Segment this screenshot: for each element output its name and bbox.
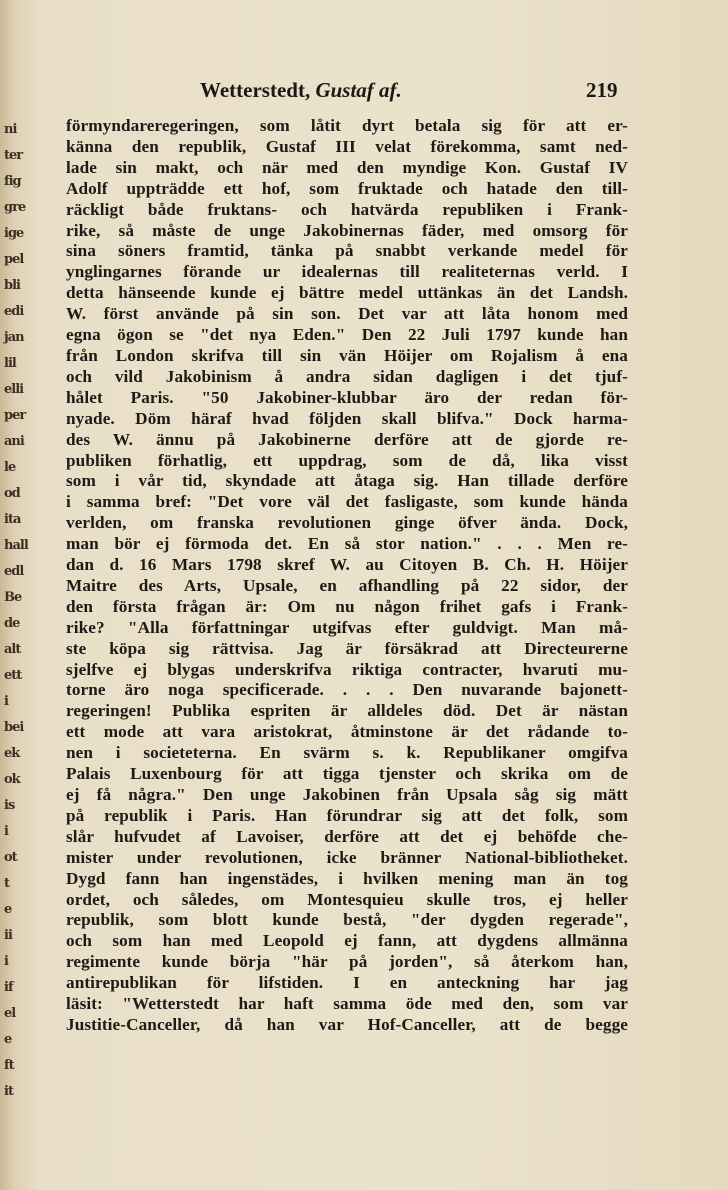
text-line: Justitie-Canceller, då han var Hof-Canceller, att de begge bbox=[66, 1014, 628, 1034]
margin-fragment: lil bbox=[4, 356, 16, 371]
margin-fragment: hall bbox=[4, 538, 28, 553]
adjacent-page-margin bbox=[0, 110, 26, 1110]
text-line: rike, så måste de unge Jakobinernas fäder, med omsorg för bbox=[66, 220, 628, 240]
margin-fragment: alt bbox=[4, 642, 21, 657]
text-line: förmyndareregeringen, som låtit dyrt betala sig för att er- bbox=[66, 116, 628, 135]
text-line: från London skrifva till sin vän Höijer om Rojalism å ena bbox=[66, 345, 628, 365]
text-line: nen i societeterna. En svärm s. k. Republikaner omgifva bbox=[66, 743, 628, 763]
text-line: publiken förhatlig, ett uppdrag, som de då, lika visst bbox=[66, 450, 628, 470]
text-line: Adolf uppträdde ett hof, som fruktade och hatade den till- bbox=[66, 178, 628, 198]
margin-fragment: jan bbox=[4, 330, 24, 345]
margin-fragment: it bbox=[4, 1084, 13, 1099]
margin-fragment: i bbox=[4, 824, 8, 839]
text-line: antirepublikan för lifstiden. I en anteckning har jag bbox=[66, 973, 628, 993]
margin-fragment: elli bbox=[4, 382, 24, 397]
text-line: ett mode att vara aristokrat, åtminstone är det rådande to- bbox=[66, 722, 628, 742]
margin-fragment: ok bbox=[4, 772, 20, 787]
text-line: des W. ännu på Jakobinerne derföre att de gjorde re- bbox=[66, 429, 628, 449]
text-line: känna den republik, Gustaf III velat förekomma, samt ned- bbox=[66, 136, 628, 156]
text-line: verlden, om franska revolutionen ginge öfver ända. Dock, bbox=[66, 513, 628, 533]
text-line: dan d. 16 Mars 1798 skref W. au Citoyen B. Ch. H. Höijer bbox=[66, 555, 628, 575]
margin-fragment: e bbox=[4, 902, 12, 917]
text-line: lade sin makt, och när med den myndige Kon. Gustaf IV bbox=[66, 157, 628, 177]
page-number: 219 bbox=[586, 78, 618, 102]
margin-fragment: ani bbox=[4, 434, 24, 449]
margin-fragment: bei bbox=[4, 720, 24, 735]
margin-fragment: gre bbox=[4, 200, 26, 215]
margin-fragment: edl bbox=[4, 564, 24, 579]
margin-fragment: t bbox=[4, 876, 10, 891]
text-line: regimente kunde börja "här på jorden", så återkom han, bbox=[66, 952, 628, 972]
text-line: W. först använde på sin son. Det var att låta honom med bbox=[66, 304, 628, 324]
margin-fragment: ige bbox=[4, 226, 24, 241]
running-head bbox=[200, 78, 402, 103]
text-line: och som han med Leopold ej fann, att dygdens allmänna bbox=[66, 931, 628, 951]
margin-fragment: ft bbox=[4, 1058, 14, 1073]
margin-fragment: ni bbox=[4, 122, 17, 137]
text-line: som i vår tid, skyndade att åtaga sig. Han tillade derföre bbox=[66, 471, 628, 491]
margin-fragment: fig bbox=[4, 174, 21, 189]
text-line: på republik i Paris. Han förundrar sig att det folk, som bbox=[66, 805, 628, 825]
running-head-given-name: Gustaf af. bbox=[315, 78, 402, 102]
text-line: ordet, och således, om Montesquieu skulle tros, ej heller bbox=[66, 889, 628, 909]
margin-fragment: i bbox=[4, 694, 8, 709]
margin-fragment: per bbox=[4, 408, 26, 423]
margin-fragment: e bbox=[4, 1032, 12, 1047]
margin-fragment: Be bbox=[4, 590, 22, 605]
text-line: mister under revolutionen, icke bränner National-bibliotheket. bbox=[66, 847, 628, 867]
margin-fragment: is bbox=[4, 798, 15, 813]
text-line: Dygd fann han ingenstädes, i hvilken mening man än tog bbox=[66, 868, 628, 888]
margin-fragment: ter bbox=[4, 148, 23, 163]
text-line: Maitre des Arts, Upsale, en afhandling på 22 sidor, der bbox=[66, 575, 628, 595]
text-line: egna ögon se "det nya Eden." Den 22 Juli 1797 kunde han bbox=[66, 325, 628, 345]
margin-fragment: de bbox=[4, 616, 20, 631]
text-line: sina söners framtid, tänka på snabbt verkande medel för bbox=[66, 241, 628, 261]
text-line: och vild Jakobinism å andra sidan dagligen i det tjuf- bbox=[66, 366, 628, 386]
text-line: ynglingarnes förande ur idealernas till realiteternas verld. I bbox=[66, 262, 628, 282]
margin-fragment: od bbox=[4, 486, 20, 501]
text-line: ste köpa sig rättvisa. Jag är försäkrad att Directeurerne bbox=[66, 638, 628, 658]
margin-fragment: el bbox=[4, 1006, 16, 1021]
margin-fragment: if bbox=[4, 980, 13, 995]
text-line: man bör ej förmoda det. En så stor nation." . . . Men re- bbox=[66, 534, 628, 554]
margin-fragment: pel bbox=[4, 252, 24, 267]
margin-fragment: ek bbox=[4, 746, 20, 761]
margin-fragment: ita bbox=[4, 512, 21, 527]
margin-fragment: ii bbox=[4, 928, 12, 943]
margin-fragment: ett bbox=[4, 668, 22, 683]
text-line: räckligt både fruktans- och hatvärda republiken i Frank- bbox=[66, 199, 628, 219]
margin-fragment: le bbox=[4, 460, 16, 475]
text-line: torne äro noga specificerade. . . . Den nuvarande bajonett- bbox=[66, 680, 628, 700]
text-line: regeringen! Publika espriten är alldeles död. Det är nästan bbox=[66, 701, 628, 721]
running-head-name: Wetterstedt, bbox=[200, 78, 311, 102]
margin-fragment: bli bbox=[4, 278, 20, 293]
text-line: Palais Luxenbourg för att tigga tjenster och skrika om de bbox=[66, 764, 628, 784]
text-line: läsit: "Wetterstedt har haft samma öde med den, som var bbox=[66, 994, 628, 1014]
page-header bbox=[30, 72, 630, 112]
text-line: slår hufvudet af Lavoiser, derföre att det ej behöfde che- bbox=[66, 826, 628, 846]
text-line: den första frågan är: Om nu någon frihet gafs i Frank- bbox=[66, 596, 628, 616]
margin-fragment: ot bbox=[4, 850, 17, 865]
text-line: sjelfve ej blygas underskrifva riktiga contracter, hvaruti mu- bbox=[66, 659, 628, 679]
text-line: nyade. Döm häraf hvad följden skall blifva." Dock harma- bbox=[66, 408, 628, 428]
body-text bbox=[66, 116, 628, 1036]
text-line: hålet Paris. "50 Jakobiner-klubbar äro der redan för- bbox=[66, 387, 628, 407]
text-line: i samma bref: "Det vore väl det fasligaste, som kunde hända bbox=[66, 492, 628, 512]
margin-fragment: edi bbox=[4, 304, 24, 319]
text-line: detta hänseende kunde ej bättre medel uttänkas än det Landsh. bbox=[66, 283, 628, 303]
text-line: rike? "Alla författningar utgifvas efter guldvigt. Man må- bbox=[66, 617, 628, 637]
text-line: ej få några." Den unge Jakobinen från Upsala såg sig mätt bbox=[66, 785, 628, 804]
margin-fragment: i bbox=[4, 954, 8, 969]
text-line: republik, som blott kunde bestå, "der dygden regerade", bbox=[66, 910, 628, 930]
